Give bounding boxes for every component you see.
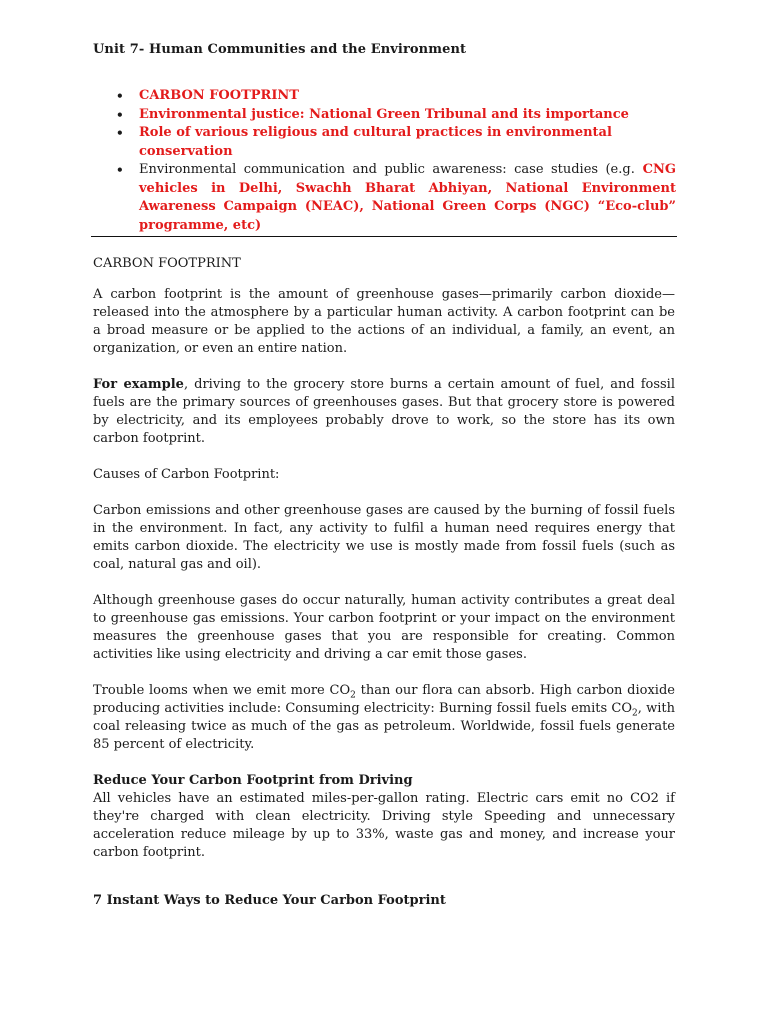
topic-item-environmental-communication [116, 161, 676, 235]
trouble-text-a: Trouble looms when we emit more CO [93, 683, 351, 698]
topic-list [116, 87, 676, 235]
co2-subscript: 2 [350, 690, 356, 701]
trouble-text-b: than our flora can absorb. High carbon dioxide producing activities include: Consuming electricity: Burning fossil fuels emits CO [93, 683, 675, 716]
co2-subscript: 2 [632, 708, 638, 719]
bullet-icon: • [116, 163, 124, 177]
topic-label-case-studies: CNG vehicles in Delhi, Swachh Bharat Abhiyan, National Environment Awareness Campaign (NEAC), National Green Corps (NGC) “Eco-club” programme, etc) [139, 162, 676, 233]
ways-heading: 7 Instant Ways to Reduce Your Carbon Footprint [93, 893, 446, 908]
section-divider [91, 236, 677, 237]
bullet-icon: • [116, 107, 124, 122]
section-title: CARBON FOOTPRINT [93, 256, 241, 271]
greenhouse-paragraph: Although greenhouse gases do occur naturally, human activity contributes a great deal to greenhouse gas emissions. Your carbon footprint or your impact on the environment measures the greenhouse gases that you are responsible for creating. Common activities like using electricity and driving a car emit those gases. [93, 593, 675, 662]
topic-label: Environmental justice: National Green Tribunal and its importance [139, 106, 629, 122]
topic-label: Role of various religious and cultural practices in environmental conservation [139, 125, 612, 159]
driving-heading: Reduce Your Carbon Footprint from Driving [93, 773, 413, 788]
bullet-icon: • [116, 126, 124, 140]
topic-item-religious-practices [116, 124, 676, 161]
example-text: , driving to the grocery store burns a certain amount of fuel, and fossil fuels are the primary sources of greenhouses gases. But that grocery store is powered by electricity, and its employees probably drove to work, so the store has its own carbon footprint. [93, 377, 675, 446]
bullet-icon: • [116, 89, 124, 103]
example-paragraph [93, 376, 675, 448]
causes-paragraph: Carbon emissions and other greenhouse gases are caused by the burning of fossil fuels in the environment. In fact, any activity to fulfil a human need requires energy that emits carbon dioxide. The electricity we use is mostly made from fossil fuels (such as coal, natural gas and oil). [93, 503, 675, 572]
definition-paragraph: A carbon footprint is the amount of greenhouse gases—primarily carbon dioxide—released into the atmosphere by a particular human activity. A carbon footprint can be a broad measure or be applied to the actions of an individual, a family, an event, an organization, or even an entire nation. [93, 287, 675, 356]
causes-heading: Causes of Carbon Footprint: [93, 467, 280, 482]
trouble-paragraph [93, 682, 675, 754]
topic-label-plain: Environmental communication and public awareness: case studies (e.g. [139, 162, 635, 177]
main-content [93, 255, 675, 910]
driving-paragraph: All vehicles have an estimated miles-per-gallon rating. Electric cars emit no CO2 if they're charged with clean electricity. Driving style Speeding and unnecessary acceleration reduce mileage by up to 33%, waste gas and money, and increase your carbon footprint. [93, 791, 675, 860]
topic-label: CARBON FOOTPRINT [139, 88, 299, 103]
example-lead: For example [93, 377, 184, 392]
trouble-text-c: , with coal releasing twice as much of the gas as petroleum. Worldwide, fossil fuels generate 85 percent of electricity. [93, 701, 675, 752]
unit-title: Unit 7- Human Communities and the Environment [93, 42, 467, 57]
topic-item-carbon-footprint [116, 87, 676, 106]
topic-item-environmental-justice [116, 106, 676, 125]
